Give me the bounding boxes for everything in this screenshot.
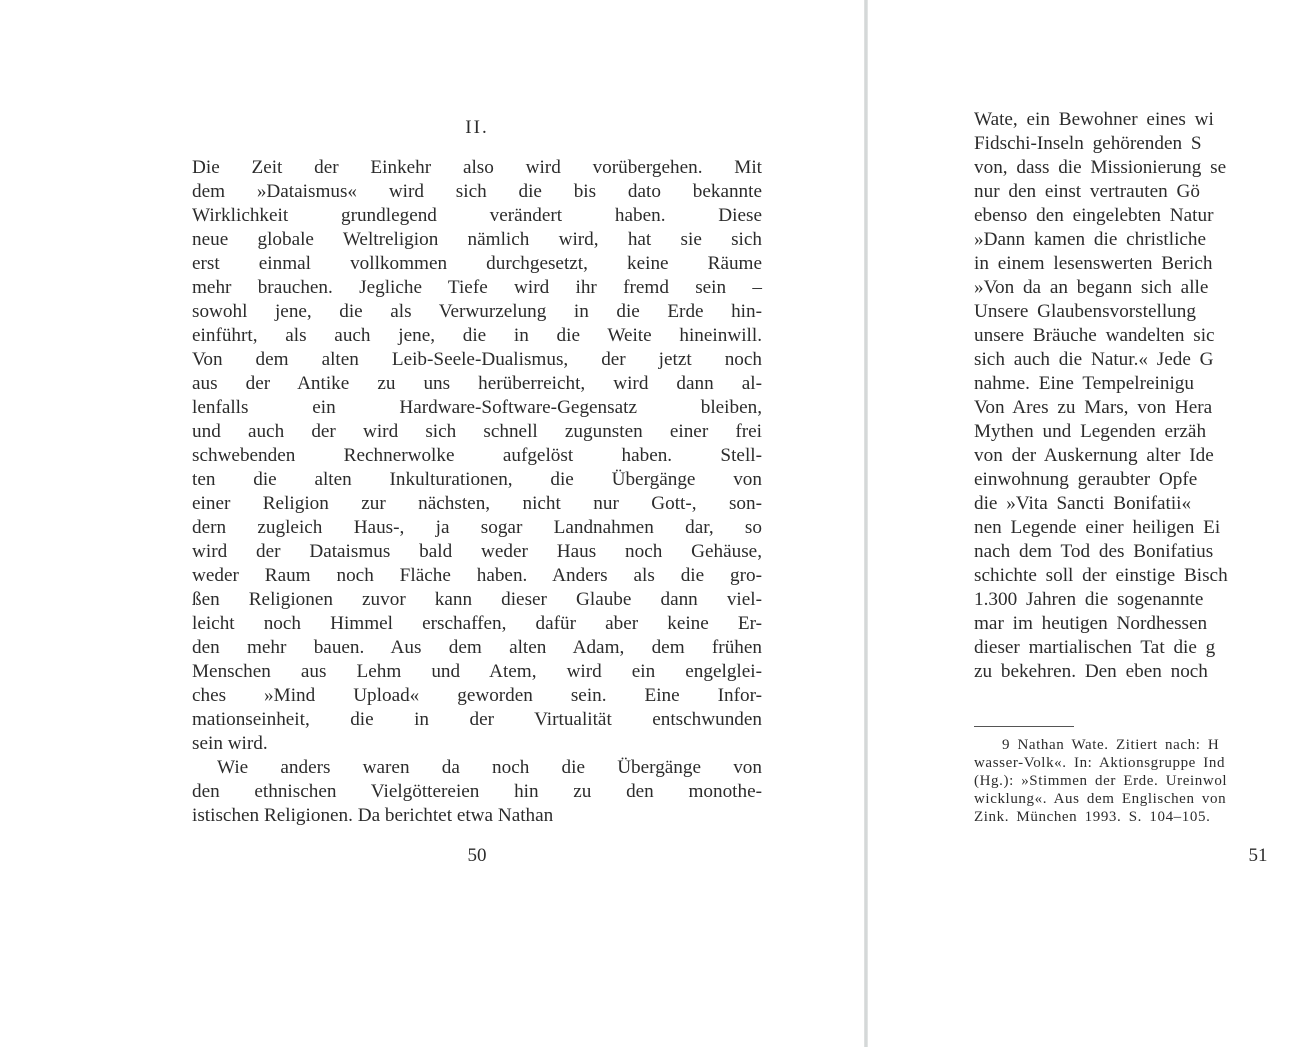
text-line: neue globale Weltreligion nämlich wird, hat sie sich <box>192 229 762 250</box>
text-line: Von dem alten Leib-Seele-Dualismus, der jetzt noch <box>192 349 762 370</box>
text-line: Von Ares zu Mars, von Hera <box>974 397 1213 418</box>
text-line: 1.300 Jahren die sogenannte <box>974 589 1204 610</box>
text-line: von, dass die Missionierung se <box>974 157 1227 178</box>
text-line: dieser martialischen Tat die g <box>974 637 1216 658</box>
text-line: dern zugleich Haus-, ja sogar Landnahmen dar, so <box>192 517 762 538</box>
text-line: nahme. Eine Tempelreinigu <box>974 373 1194 394</box>
right-body-text <box>974 108 1302 684</box>
text-line: ebenso den eingelebten Natur <box>974 205 1214 226</box>
left-body-text <box>192 156 762 828</box>
text-line: wird der Dataismus bald weder Haus noch Gehäuse, <box>192 541 762 562</box>
text-line: ßen Religionen zuvor kann dieser Glaube dann viel- <box>192 589 762 610</box>
text-line: ches »Mind Upload« geworden sein. Eine Infor- <box>192 685 762 706</box>
text-line: sich auch die Natur.« Jede G <box>974 349 1214 370</box>
text-line: in einem lesenswerten Berich <box>974 253 1213 274</box>
text-line: nach dem Tod des Bonifatius <box>974 541 1214 562</box>
footnotes <box>974 736 1302 826</box>
text-line: Wie anders waren da noch die Übergänge von <box>217 757 762 778</box>
text-line: einer Religion zur nächsten, nicht nur Gott-, son- <box>192 493 762 514</box>
text-line: einwohnung geraubter Opfe <box>974 469 1198 490</box>
text-line: einführt, als auch jene, die in die Weite hineinwill. <box>192 325 762 346</box>
text-line: nur den einst vertrauten Gö <box>974 181 1200 202</box>
text-line: »Von da an begann sich alle <box>974 277 1209 298</box>
text-line: Die Zeit der Einkehr also wird vorübergehen. Mit <box>192 157 762 178</box>
text-line: »Dann kamen die christliche <box>974 229 1207 250</box>
text-line: lenfalls ein Hardware-Software-Gegensatz bleiben, <box>192 397 762 418</box>
text-line: schichte soll der einstige Bisch <box>974 565 1228 586</box>
footnote-line: (Hg.): »Stimmen der Erde. Ureinwol <box>974 773 1228 789</box>
text-line: mar im heutigen Nordhessen <box>974 613 1208 634</box>
text-line: sein wird. <box>192 733 268 754</box>
text-line: Menschen aus Lehm und Atem, wird ein engelglei- <box>192 661 762 682</box>
text-line: weder Raum noch Fläche haben. Anders als die gro- <box>192 565 762 586</box>
text-line: den ethnischen Vielgöttereien hin zu den monothe- <box>192 781 762 802</box>
text-line: den mehr bauen. Aus dem alten Adam, dem frühen <box>192 637 762 658</box>
footnote-line: Zink. München 1993. S. 104–105. <box>974 809 1211 825</box>
text-line: ten die alten Inkulturationen, die Übergänge von <box>192 469 762 490</box>
right-page <box>868 0 1302 1047</box>
text-line: istischen Religionen. Da berichtet etwa Nathan <box>192 805 554 826</box>
text-line: Wate, ein Bewohner eines wi <box>974 109 1214 130</box>
text-line: von der Auskernung alter Ide <box>974 445 1214 466</box>
text-line: mehr brauchen. Jegliche Tiefe wird ihr fremd sein – <box>192 277 762 298</box>
chapter-heading: II. <box>465 117 489 138</box>
footnote-rule <box>974 726 1074 727</box>
text-line: sowohl jene, die als Verwurzelung in die Erde hin- <box>192 301 762 322</box>
page-number-left: 50 <box>467 845 487 866</box>
text-line: aus der Antike zu uns herüberreicht, wird dann al- <box>192 373 762 394</box>
text-line: nen Legende einer heiligen Ei <box>974 517 1221 538</box>
text-line: Unsere Glaubensvorstellung <box>974 301 1196 322</box>
page-number-right: 51 <box>1248 845 1268 866</box>
text-line: Fidschi-Inseln gehörenden S <box>974 133 1202 154</box>
text-line: dem »Dataismus« wird sich die bis dato bekannte <box>192 181 762 202</box>
text-line: Wirklichkeit grundlegend verändert haben. Diese <box>192 205 762 226</box>
text-line: schwebenden Rechnerwolke aufgelöst haben. Stell- <box>192 445 762 466</box>
text-line: zu bekehren. Den eben noch <box>974 661 1208 682</box>
text-line: unsere Bräuche wandelten sic <box>974 325 1215 346</box>
text-line: leicht noch Himmel erschaffen, dafür aber keine Er- <box>192 613 762 634</box>
text-line: erst einmal vollkommen durchgesetzt, keine Räume <box>192 253 762 274</box>
text-line: und auch der wird sich schnell zugunsten einer frei <box>192 421 762 442</box>
footnote-line: 9 Nathan Wate. Zitiert nach: H <box>1002 737 1220 753</box>
footnote-line: wicklung«. Aus dem Englischen von <box>974 791 1227 807</box>
text-line: die »Vita Sancti Bonifatii« <box>974 493 1192 514</box>
footnote-line: wasser-Volk«. In: Aktionsgruppe Ind <box>974 755 1226 771</box>
text-line: mationseinheit, die in der Virtualität entschwunden <box>192 709 762 730</box>
text-line: Mythen und Legenden erzäh <box>974 421 1207 442</box>
